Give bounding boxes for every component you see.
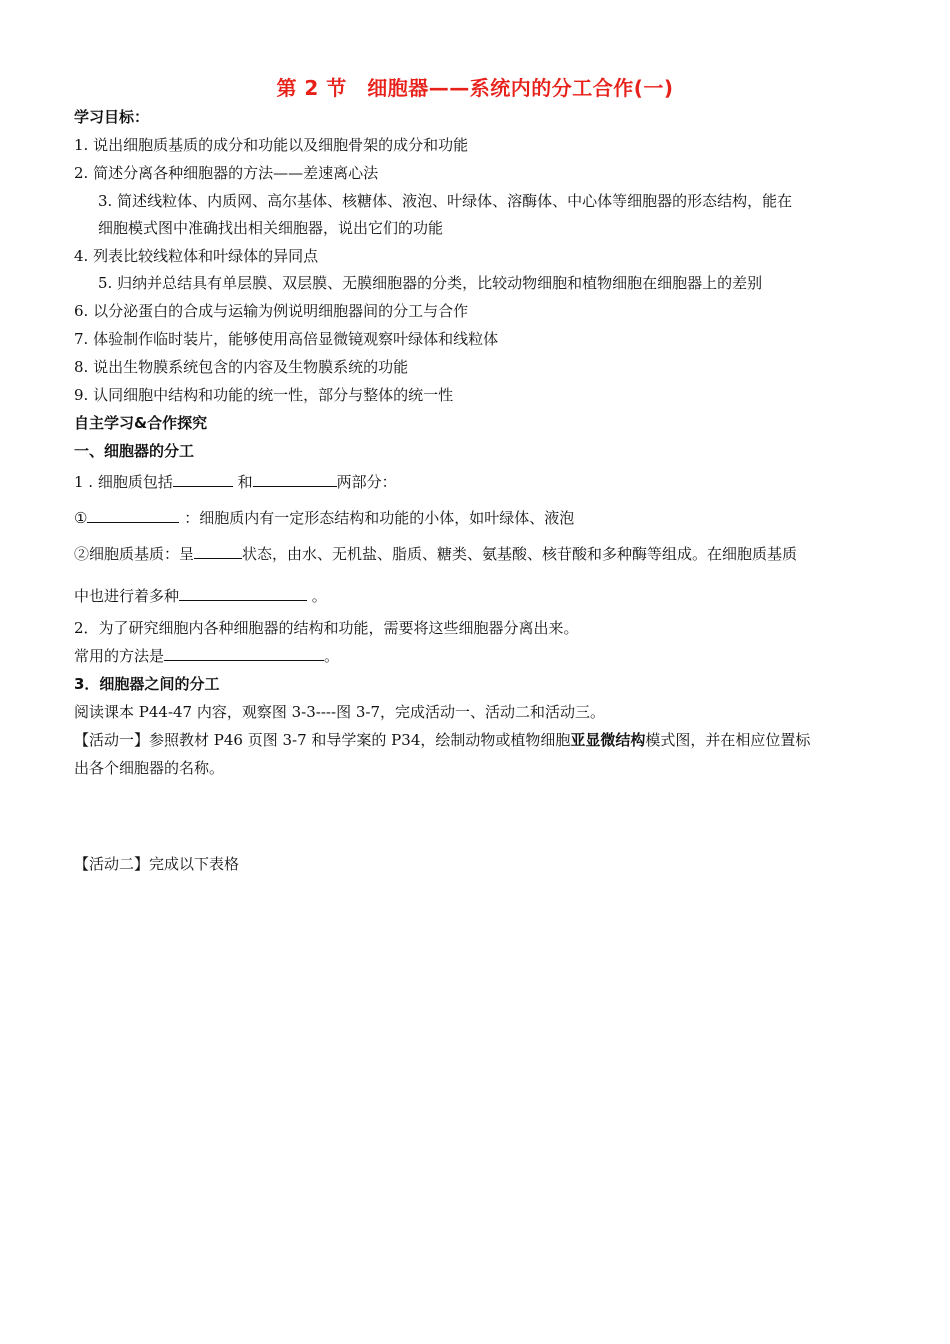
objective-item: 5. 归纳并总结具有单层膜、双层膜、无膜细胞器的分类，比较动物细胞和植物细胞在细胞器上的差别 bbox=[98, 274, 763, 292]
objective-item: 2. 简述分离各种细胞器的方法——差速离心法 bbox=[74, 164, 379, 182]
activity-1: 【活动一】参照教材 P46 页图 3-7 和导学案的 P34，绘制动物或植物细胞亚显微结构模式图，并在相应位置标 bbox=[74, 731, 811, 749]
question-1-1: ① ：细胞质内有一定形态结构和功能的小体，如叶绿体、液泡 bbox=[74, 509, 575, 527]
question-1-2-continued: 中也进行着多种 。 bbox=[74, 587, 327, 605]
objective-item-continued: 细胞模式图中准确找出相关细胞器，说出它们的功能 bbox=[98, 219, 444, 237]
emphasis-text: 亚显微结构 bbox=[570, 731, 646, 749]
objective-item: 1. 说出细胞质基质的成分和功能以及细胞骨架的成分和功能 bbox=[74, 136, 469, 154]
objective-item: 6. 以分泌蛋白的合成与运输为例说明细胞器间的分工与合作 bbox=[74, 302, 469, 320]
objective-item: 9. 认同细胞中结构和功能的统一性，部分与整体的统一性 bbox=[74, 386, 454, 404]
objective-item: 8. 说出生物膜系统包含的内容及生物膜系统的功能 bbox=[74, 358, 409, 376]
answer-blank[interactable] bbox=[87, 508, 179, 523]
answer-blank[interactable] bbox=[194, 544, 242, 559]
question-1-2: ②细胞质基质：呈 状态，由水、无机盐、脂质、糖类、氨基酸、核苷酸和多种酶等组成。在细胞质基质 bbox=[74, 545, 798, 563]
question-1: 1 . 细胞质包括 和 两部分： bbox=[74, 473, 397, 491]
page-title: 第 2 节 细胞器——系统内的分工合作(一) bbox=[276, 76, 674, 100]
answer-blank[interactable] bbox=[164, 646, 324, 661]
answer-blank[interactable] bbox=[173, 472, 233, 487]
instruction-text: 阅读课本 P44-47 内容，观察图 3-3----图 3-7，完成活动一、活动二和活动三。 bbox=[74, 703, 605, 721]
answer-blank[interactable] bbox=[253, 472, 337, 487]
objective-item: 7. 体验制作临时装片，能够使用高倍显微镜观察叶绿体和线粒体 bbox=[74, 330, 499, 348]
section-heading: 一、细胞器的分工 bbox=[74, 442, 195, 460]
question-2: 2．为了研究细胞内各种细胞器的结构和功能，需要将这些细胞器分离出来。 bbox=[74, 619, 579, 637]
objectives-heading: 学习目标： bbox=[74, 108, 150, 126]
question-2-continued: 常用的方法是 。 bbox=[74, 647, 340, 665]
self-study-heading: 自主学习&合作探究 bbox=[74, 414, 208, 432]
activity-1-continued: 出各个细胞器的名称。 bbox=[74, 759, 225, 777]
objective-item: 4. 列表比较线粒体和叶绿体的异同点 bbox=[74, 247, 319, 265]
objective-item: 3. 简述线粒体、内质网、高尔基体、核糖体、液泡、叶绿体、溶酶体、中心体等细胞器的形态结构，能在 bbox=[98, 192, 793, 210]
activity-2: 【活动二】完成以下表格 bbox=[74, 855, 240, 873]
answer-blank[interactable] bbox=[179, 586, 307, 601]
subsection-heading: 3．细胞器之间的分工 bbox=[74, 675, 220, 693]
